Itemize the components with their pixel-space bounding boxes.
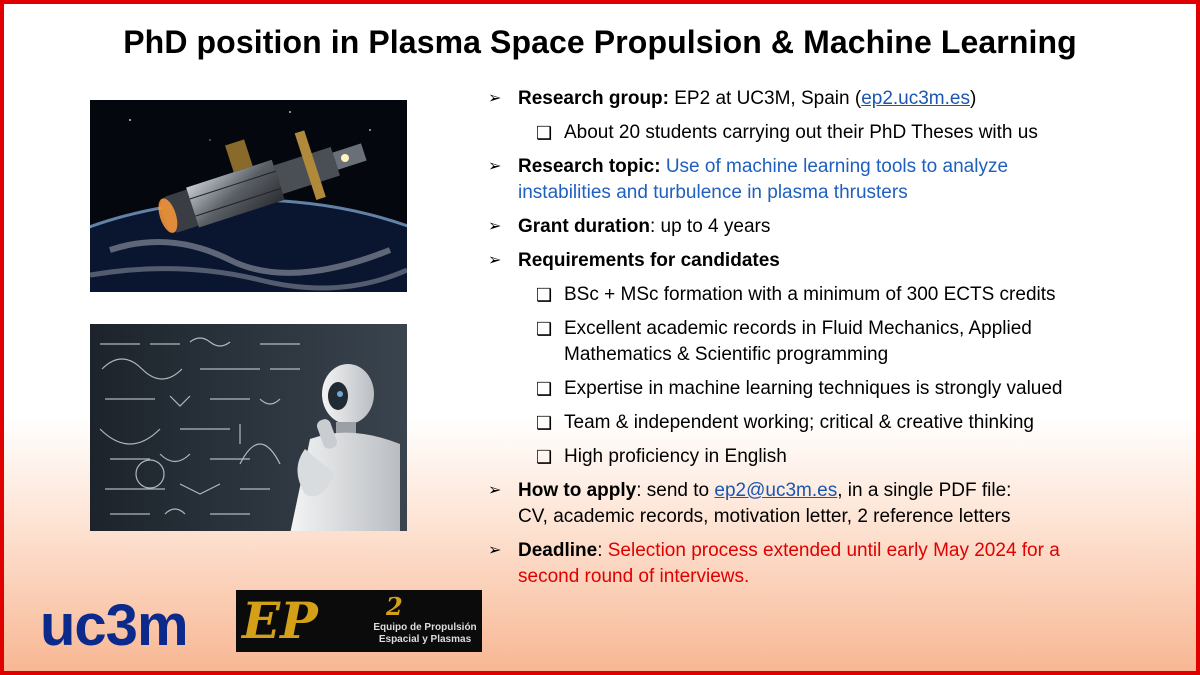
research-topic-label: Research topic:	[518, 156, 661, 177]
deadline-text-2: second round of interviews.	[518, 566, 750, 587]
deadline-colon: :	[597, 540, 603, 561]
bullet-grant-duration	[488, 214, 1188, 240]
how-to-apply-tail: , in a single PDF file:	[837, 480, 1012, 501]
robot-image	[90, 324, 407, 531]
ep2-logo-superscript: 2	[386, 592, 403, 621]
box-bullet-icon: ❑	[536, 319, 553, 339]
box-bullet-icon: ❑	[536, 123, 553, 143]
ep2-logo-caption	[372, 622, 478, 646]
requirement-text: Excellent academic records in Fluid Mechanics, Applied	[564, 318, 1032, 339]
arrow-bullet-icon: ➢	[488, 158, 502, 175]
research-group-label: Research group:	[518, 88, 669, 109]
arrow-bullet-icon: ➢	[488, 542, 502, 559]
research-group-tail: )	[969, 88, 977, 109]
requirement-item	[488, 282, 1188, 308]
how-to-apply-label: How to apply	[518, 480, 637, 501]
bullet-research-topic	[488, 154, 1188, 206]
bullet-requirements	[488, 248, 1188, 274]
satellite-image	[90, 100, 407, 292]
requirement-text: Team & independent working; critical & creative thinking	[564, 412, 1034, 433]
requirement-item	[488, 376, 1188, 402]
grant-duration-text: : up to 4 years	[649, 216, 771, 237]
arrow-bullet-icon: ➢	[488, 482, 502, 499]
how-to-apply-text: : send to	[636, 480, 715, 501]
arrow-bullet-icon: ➢	[488, 252, 502, 269]
requirement-text: BSc + MSc formation with a minimum of 300 ECTS credits	[564, 284, 1056, 305]
bullet-deadline	[488, 538, 1188, 590]
email-link[interactable]: ep2@uc3m.es	[714, 480, 838, 501]
ep2-logo	[236, 590, 482, 652]
requirements-label: Requirements for candidates	[518, 250, 780, 271]
requirement-item	[488, 410, 1188, 436]
research-group-text: EP2 at UC3M, Spain (	[668, 88, 862, 109]
content-list	[488, 86, 1188, 598]
requirement-item	[488, 444, 1188, 470]
bullet-research-group	[488, 86, 1188, 112]
how-to-apply-text-2: CV, academic records, motivation letter, 2 reference letters	[518, 506, 1011, 527]
students-text: About 20 students carrying out their PhD Theses with us	[564, 122, 1038, 143]
requirement-text-cont: Mathematics & Scientific programming	[564, 344, 889, 365]
research-topic-text: Use of machine learning tools to analyze	[660, 156, 1009, 177]
box-bullet-icon: ❑	[536, 413, 553, 433]
deadline-text: Selection process extended until early May 2024 for a	[602, 540, 1060, 561]
deadline-label: Deadline	[518, 540, 598, 561]
grant-duration-label: Grant duration	[518, 216, 650, 237]
requirement-item	[488, 316, 1188, 368]
uc3m-logo: uc3m	[40, 593, 188, 658]
requirement-text: Expertise in machine learning techniques is strongly valued	[564, 378, 1063, 399]
ep2-website-link[interactable]: ep2.uc3m.es	[861, 88, 970, 109]
box-bullet-icon: ❑	[536, 379, 553, 399]
ep2-logo-mark: EP	[242, 591, 318, 650]
research-topic-text-2: instabilities and turbulence in plasma thrusters	[518, 182, 908, 203]
sub-bullet-students	[488, 120, 1188, 146]
arrow-bullet-icon: ➢	[488, 218, 502, 235]
page-title: PhD position in Plasma Space Propulsion & Machine Learning	[123, 24, 1077, 60]
box-bullet-icon: ❑	[536, 285, 553, 305]
ep2-logo-caption-line-2: Espacial y Plasmas	[378, 634, 472, 645]
requirement-text: High proficiency in English	[564, 446, 787, 467]
box-bullet-icon: ❑	[536, 447, 553, 467]
ep2-logo-caption-line-1: Equipo de Propulsión	[373, 622, 477, 633]
bullet-how-to-apply	[488, 478, 1188, 530]
arrow-bullet-icon: ➢	[488, 90, 502, 107]
